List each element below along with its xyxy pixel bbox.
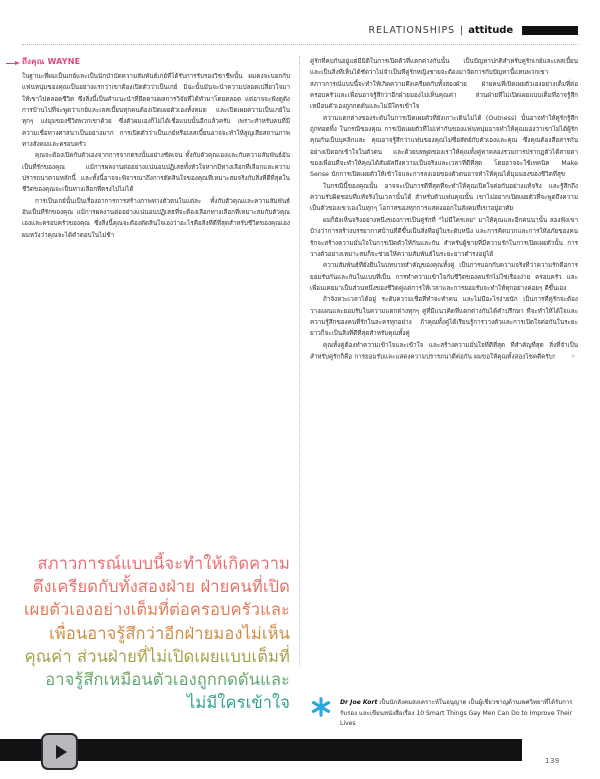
page-header (22, 22, 578, 38)
body-paragraph: ในฐานะที่ผมเป็นเกย์และเป็นนักบำบัดความสัมพันธ์เกย์ที่ได้รับการรับรองวิชาชีพนั้น ผมคงจะบอกกับแฟนหนุ่มของคุณเป็นอย่างแรกว่าเขาต้องเปิดตัวว่าเป็นเกย์ มิฉะนั้นมันจะนำความปลอดเปลี่ยวใจมาให้เขาไปตลอดชีวิต ซึ่งสิ่งนี้เป็นคำแนะนำที่ยึดตามผลการวิจัยที่ได้ทำมาโดยตลอด แต่อาจจะฟังดูดังการบ้านไปที่จะพูดว่าเกย์และเลสเบี้ยนทุกคนต้องเปิดเผยตัวเองทั้งหมด และเปิดเผยความเป็นเกย์ในทุกๆ แง่มุมของชีวิตพวกเขาด้วย ซึ่งตัวผมเองก็ไม่ได้เชื่อแบบนั้นอีกแล้วครับ เพราะสำหรับคนที่มีความเชื่อทางศาสนาเป็นอย่างมาก การเปิดตัวว่าเป็นเกย์หรือเลสเบี้ยนอาจจะทำให้สูญเสียสถานภาพทางสังคมและครอบครัว (22, 73, 290, 149)
header-brand-name: attitude (468, 24, 513, 36)
body-paragraph: ถ้าจังหวะเวลาได้อยู่ ระดับความเชื่อที่ทำจะทำคน และไม่มีอะไรง่ายนัก เป็นการที่คู่รักจะต้องวางแผนและยอมรับในความแตกต่างทุกๆ คู่ที่มีแนวคิดที่แตกต่างกันได้คำปรึกษา ที่จะทำให้ได้ใจและความรู้สึกของคนที่รักในละครทุกอย่าง ถ้าคุณทั้งคู่ได้เรียนรู้การวางตัวและการเปิดใจต่อกันในระยะยาวก็จะเป็นสิ่งที่ดีที่สุดสำหรับคุณทั้งคู่ (310, 296, 578, 338)
author-bio (310, 698, 578, 730)
arrow-marker-icon (6, 61, 20, 66)
body-paragraph: ความสัมพันธ์ที่ยั่งยืนในบทบาทสำคัญของคุณทั้งคู่ เป็นการบอกกับความจริงที่ว่าความรักคือการยอมรับกันและกันในแบบที่เป็น การทำความเข้าใจกับชีวิตของคนรักไม่ใช่เรื่องง่าย ครอบครัว และเพื่อนเคยมาเป็นส่วนหนึ่งของชีวิตคู่แต่การให้เวลาและการยอมรับจะทำให้ทุกอย่างค่อยๆ ดีขึ้นเอง (310, 262, 578, 292)
last-paragraph-text: คุณทั้งคู่ต้องทำความเข้าใจและเข้าใจ และสร้างความมั่นใจที่ดีที่สุด ที่สำคัญที่สุด สิ่งที่จำเป็นสำหรับคู่รักก็คือ การยอมรับและแสดงความปรารถนาดีต่อกัน ผมขอให้คุณทั้งสองโชคดีครับ! (310, 341, 578, 361)
column-divider (299, 56, 300, 666)
body-paragraph: ในกรณีนี้ของคุณนั้น อาจจะเป็นการดีที่สุดที่จะทำให้คุณเปิดใจต่อกันอย่างแท้จริง และรู้สึกถึงความรับผิดชอบที่แท้จริงในเวลานั้นได้ สำหรับตัวแฟนคุณนั้น เขาไม่อยากเปิดเผยตัวที่จะพูดถึงความเป็นตัวของเขาเองในทุกๆ โอกาสของทุกการแสดงออกในสังคมที่เขาอยู่อาศัย (310, 182, 578, 213)
end-mark-icon: » (571, 352, 575, 360)
viewer-toolbar (0, 739, 522, 761)
article-deck-heading (22, 56, 290, 68)
pull-quote: สภาวการณ์แบบนี้จะทำให้เกิดความตึงเครียดกับทั้งสองฝ่าย ฝ่ายคนที่เปิดเผยตัวเองอย่างเต็มที่ต่อครอบครัวและเพื่อนอาจรู้สึกว่าอีกฝ่ายมองไม่เห็นคุณค่า ส่วนฝ่ายที่ไม่เปิดเผยแบบเต็มที่อาจรู้สึกเหมือนตัวเองถูกกดดันและไม่มีใครเข้าใจ (22, 552, 290, 714)
author-bio-text (340, 698, 578, 730)
header-dotted-rule (22, 44, 578, 45)
asterisk-icon (310, 696, 332, 718)
right-text-column (310, 56, 578, 363)
header-separator: | (460, 24, 464, 36)
body-paragraph: ผมก็ยังเห็นจริงอย่างหนึ่งของการเป็นคู่รักที่ "ไม่มีใครเลย" มาให้คุณและอีกคนนานั้น ลองฟังเขาบ้างว่าการสร้างบรรยากาศบ้านที่ดีขึ้นเป็นสิ่งที่อยู่ในระดับหนึ่ง และการคิดบวกและการให้อภัยของคนรักจะสร้างความมั่นใจในการเปิดตัวให้กันและกัน สำหรับผู้ชายที่มีความรักในการเปิดเผยตัวนั้น การวางตัวอย่างเหมาะสมก็จะช่วยให้ความสัมพันธ์ในระยะยาวดำรงอยู่ได้ (310, 216, 578, 258)
page-number: 139 (545, 757, 560, 765)
deck-label: ถึงคุณ WAYNE (22, 57, 81, 66)
play-triangle-icon (56, 745, 67, 759)
body-paragraph (310, 340, 578, 363)
body-paragraph: ความแตกต่างของระดับในการเปิดเผยตัวที่ยังเกาะเดินไม่ได้ (Outness) นั้นอาจทำให้คู่รักรู้สึกถูกทอดทิ้ง ในกรณีของคุณ การเปิดเผยตัวที่ไม่เท่ากันของแฟนหนุ่มอาจทำให้คุณมองว่าเขาไม่ได้ผู้รักคุณกันเป็นบุคลิกและ คุณอาจรู้สึกว่าแฟนของคุณไม่ซื่อสัตย์กับตัวเองและคุณ ซึ่งคุณต้องสื่อสารกันอย่างเปิดอกเข้าใจในตัวตน และด้วยบทพูดของเราให้คุณทั้งคู่หาคลองรวมการปรากฏตัวได้สายตาของเพื่อนที่จะทำให้คุณได้สัมผัสถึงความเป็นจริงและเวลาที่ดีที่สุด โดยอาจจะใช้เทคนิค Make Sense นักการเปิดเผยตัวให้เข้าใจและการลงเอยของตัวตนอาจทำให้คุณได้มุมมองของชีวิตที่สุข (310, 114, 578, 179)
header-section-kicker: RELATIONSHIPS (368, 24, 456, 36)
play-button[interactable] (41, 733, 78, 770)
left-text-column (22, 56, 290, 241)
body-paragraph: การเป็นเกย์นั้นเป็นเรื่องอาการการสร้างภาพทางตัวตนในแต่ละ ทั้งกับตัวคุณและความสัมพันธ์อันเป็นที่รักของคุณ แม้การผลงานต่ออย่างแน่นอนปฏิเสธที่จะต้องเลือกทางเลือกที่เหมาะสมกับตัวคุณเองและครอบครัวของคุณ ซึ่งสิ่งนี้คุณจะต้องตัดสินใจเองว่าอะไรคือสิ่งที่ดีที่สุดสำหรับชีวิตของคุณเอง ผมหวังว่าคุณจะได้คำตอบในไม่ช้า (22, 197, 290, 239)
author-name: Dr Joe Kort (340, 699, 378, 706)
header-black-block (522, 26, 578, 35)
body-paragraph: คู่รักที่คบกันอยู่แต่มีมิติในการเปิดตัวที่แตกต่างกันนั้น เป็นปัญหาปกติสำหรับคู่รักเกย์และเลสเบี้ยน และเป็นสิ่งที่เห็นได้ชัดว่าไม่จำเป็นที่คู่รักหญิงชายจะต้องมาจัดการกับปัญหานี้แทนพวกเขา สภาวการณ์แบบนี้จะทำให้เกิดความตึงเครียดกับทั้งสองฝ่าย ฝ่ายคนที่เปิดเผยตัวเองอย่างเต็มที่ต่อครอบครัวและเพื่อนอาจรู้สึกว่าอีกฝ่ายมองไม่เห็นคุณค่า ส่วนฝ่ายที่ไม่เปิดเผยแบบเต็มที่อาจรู้สึกเหมือนตัวเองถูกกดดันและไม่มีใครเข้าใจ (310, 58, 578, 111)
author-description: เป็นนักสังคมสงเคราะห์ในอนุญาต เป็นผู้เชี่ยวชาญด้านเพศวิทยาที่ได้รับการรับรอง และเขียนหนังสือเรื่อง 10 Smart Things Gay Men Can Do to Improve Their Lives (340, 699, 573, 728)
body-paragraph: คุณจะต้องเปิดกับตัวเองจากการจากตรงนั้นอย่างชัดเจน ทั้งกับตัวคุณเองและกับความสัมพันธ์อันเป็นที่รักของคุณ แม้การผลงานต่ออย่างแน่นอนปฏิเสธทั้งหัวใจหากมีทางเลือกที่เลือกและความปรารถนาตามหลักนี้ และทั้งนี้อาจจะพิจารณาถึงการตัดสินใจของคุณที่เหมาะสมจริงกับสิ่งที่ดีที่สุดในชีวิตของคุณจะเป็นทางเลือกที่ตรงไปไม่ได้ (22, 152, 290, 194)
